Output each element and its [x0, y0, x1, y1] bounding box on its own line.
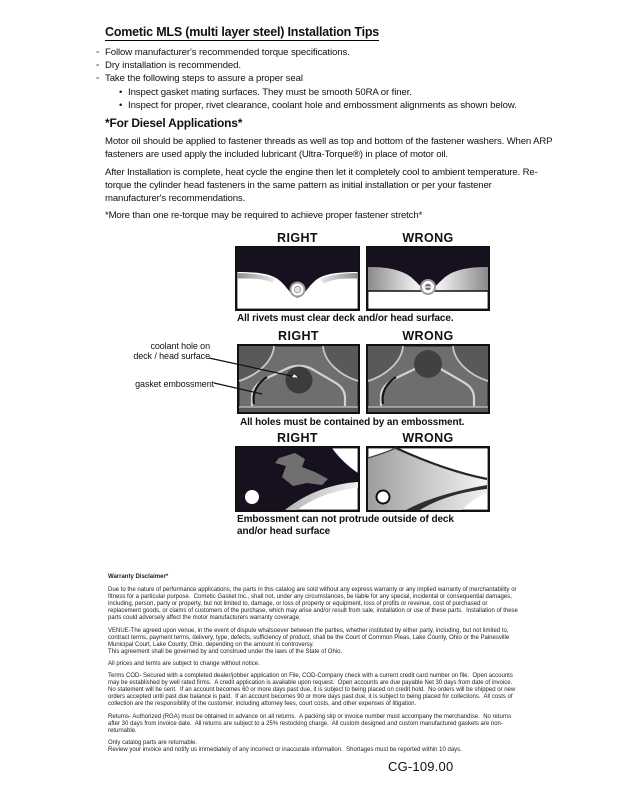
- coolant-hole-annotation: coolant hole on deck / head surface: [133, 341, 210, 361]
- legal-paragraph: VENUE-The agreed upon venue, in the event of dispute whatsoever between the parties, whether instituted by either party, including, but not limited to, contract terms, payment terms, delivery, type, defects, sufficiency of product, shall be the Court of Common Pleas, Lake County, Ohio or the Painesville Municipal Court, Lake County, Ohio, depending on the amount in controversy.: [108, 627, 511, 648]
- diesel-paragraph: Motor oil should be applied to fastener threads as well as top and bottom of the fastener washers. When ARP fasteners are used apply the included lubricant (Ultra-Torque®) in place of motor oil.: [105, 136, 555, 160]
- diagram1-caption: All rivets must clear deck and/or head surface.: [237, 313, 454, 324]
- embossment-right-illustration: [235, 446, 360, 512]
- diagram2-wrong-label: WRONG: [402, 329, 454, 343]
- bullet-marker: •: [119, 99, 123, 111]
- diesel-paragraph: After Installation is complete, heat cycle the engine then let it completely cool to ambient temperature. Re-torque the cylinder head fasteners in the same pattern as initial installation or per your fastener manufacturer's recommendations.: [105, 167, 538, 204]
- rivet-wrong-illustration: [366, 246, 490, 311]
- embossment-right-diagram: [235, 446, 360, 512]
- bullet-marker: ◦: [96, 47, 100, 58]
- diagram3-caption: Embossment can not protrude outside of deck and/or head surface: [237, 514, 454, 537]
- page-title: Cometic MLS (multi layer steel) Installation Tips: [105, 25, 380, 39]
- legal-paragraph: Only catalog parts are returnable.: [108, 739, 198, 746]
- warranty-disclaimer-section: [108, 574, 520, 759]
- diagram2-caption: All holes must be contained by an embossment.: [240, 417, 465, 428]
- legal-paragraph: All prices and terms are subject to change without notice.: [108, 660, 260, 667]
- list-item: [96, 46, 556, 59]
- gasket-embossment-annotation: gasket embossment: [135, 379, 214, 389]
- bullet-text: Dry installation is recommended.: [105, 60, 241, 72]
- installation-tips-list: [96, 46, 556, 112]
- embossment-wrong-diagram: [366, 446, 490, 512]
- legal-paragraph: Due to the nature of performance applications, the parts in this catalog are sold without any express warranty or any implied warranty of merchantability or fitness for a particular purpose. Cometic Gasket Inc., shall not, under any circumstances, be liable for any special, incidental or consequential damages, including, person, party or property, but not limited to, damage, or loss of property or equipment, loss of profits or revenue, cost of purchased or replacement goods, or claims of customers of the purchase, which may arise and/or result from sale, installation or use of these parts. Installation of these parts could adversely affect the motor manufacturers warranty coverage.: [108, 587, 520, 622]
- list-item: [119, 86, 556, 99]
- legal-paragraph: Returns- Authorized (RGA) must be obtained in advance on all returns. A packing slip or invoice number must accompany the merchandise. No returns after 30 days from invoice date. All returns are subject to a 25% restocking charge. All custom designed and custom manufactured gaskets are non-returnable.: [108, 713, 513, 734]
- bullet-text: Follow manufacturer's recommended torque specifications.: [105, 47, 350, 58]
- rivet-clearance-right-diagram: [235, 246, 360, 311]
- legal-paragraph: Terms COD- Secured with a completed dealer/jobber application on File, COD-Company check with a current credit card number on file. Open accounts may be established by well rated firms. A credit application is available upon request. Open accounts are due payable Net 30 days from date of invoice. No statement will be sent. If an account becomes 60 or more days past due, it is subject to being placed on credit hold. No orders will be shipped or new orders accepted until past due balance is paid. If an account becomes 90 or more days past due, it is subject to being placed for collections. All costs of collection are the responsibility of the customer, including attorney fees, court costs, and other expenses of litigation.: [108, 673, 517, 708]
- page-number: CG-109.00: [388, 759, 454, 774]
- list-item: [119, 99, 556, 112]
- retorque-note: *More than one re-torque may be required to achieve proper fastener stretch*: [105, 210, 423, 221]
- embossment-wrong-illustration: [366, 446, 490, 512]
- warranty-disclaimer-heading: Warranty Disclaimer*: [108, 574, 169, 580]
- coolant-hole-wrong-diagram: [366, 344, 490, 414]
- annotation-leader-lines: [206, 352, 306, 400]
- bullet-text: Inspect for proper, rivet clearance, coolant hole and embossment alignments as shown below.: [128, 99, 517, 111]
- bullet-marker: •: [119, 86, 123, 98]
- coolant-wrong-illustration: [366, 344, 490, 414]
- diagram3-wrong-label: WRONG: [402, 431, 454, 445]
- list-item: [96, 72, 556, 85]
- rivet-clearance-wrong-diagram: [366, 246, 490, 311]
- diagram1-right-label: RIGHT: [277, 231, 318, 245]
- bullet-text: Take the following steps to assure a proper seal: [105, 73, 303, 85]
- legal-paragraph: Review your invoice and notify us immediately of any incorrect or inaccurate information. Shortages must be reported within 10 days.: [108, 746, 462, 753]
- bullet-marker: ◦: [96, 60, 100, 72]
- legal-paragraph: This agreement shall be governed by and construed under the laws of the State of Ohio.: [108, 648, 343, 655]
- diagram1-wrong-label: WRONG: [402, 231, 454, 245]
- diagram2-right-label: RIGHT: [278, 329, 319, 343]
- bullet-marker: ◦: [96, 73, 100, 85]
- bullet-text: Inspect gasket mating surfaces. They must be smooth 50RA or finer.: [128, 86, 412, 98]
- list-item: [96, 59, 556, 72]
- diesel-applications-heading: *For Diesel Applications*: [105, 116, 243, 130]
- rivet-right-illustration: [235, 246, 360, 311]
- diagram3-right-label: RIGHT: [277, 431, 318, 445]
